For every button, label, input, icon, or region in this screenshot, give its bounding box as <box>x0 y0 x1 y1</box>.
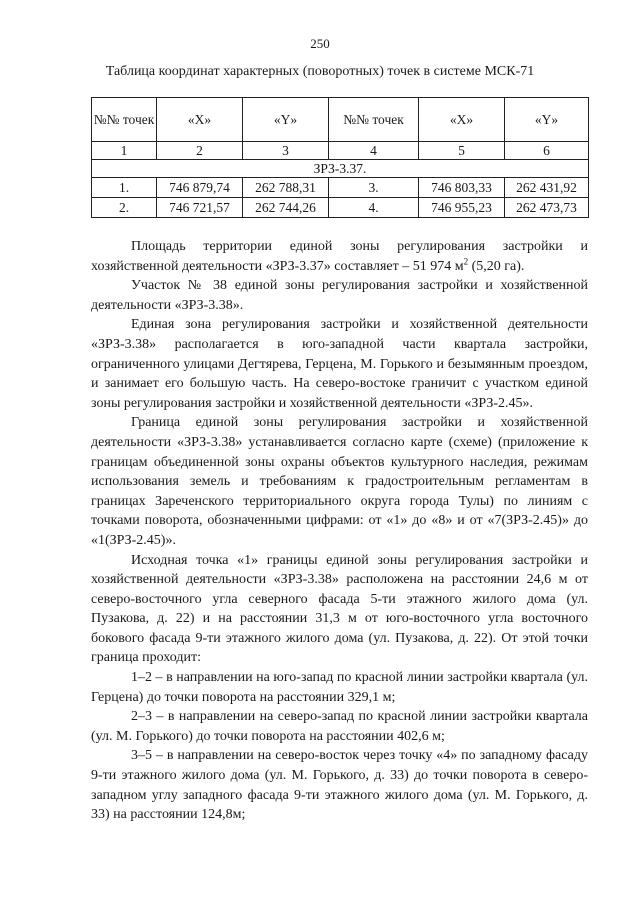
zone-row <box>92 160 589 178</box>
header-x: «X» <box>419 98 505 142</box>
column-numbers-row <box>92 142 589 160</box>
table-cell: 262 744,26 <box>243 198 329 218</box>
table-cell: 262 788,31 <box>243 178 329 198</box>
header-y: «Y» <box>505 98 589 142</box>
table-cell: 262 473,73 <box>505 198 589 218</box>
table-cell: 1. <box>92 178 157 198</box>
paragraph: 1–2 – в направлении на юго-запад по красной линии застройки квартала (ул. Герцена) до точки поворота на расстоянии 329,1 м; <box>91 670 588 705</box>
area-text-end: (5,20 га). <box>468 258 525 274</box>
table-row <box>92 178 589 198</box>
paragraph: Участок № 38 единой зоны регулирования застройки и хозяйственной деятельности «ЗРЗ-3.38». <box>91 278 588 313</box>
paragraph: Единая зона регулирования застройки и хозяйственной деятельности «ЗРЗ-3.38» располагается в юго-западной части квартала застройки, ограниченного улицами Дегтярева, Герцена, М. Горького и безымянным проездом, и занимает его большую часть. На северо-востоке граничит с участком единой зоны регулирования застройки и хозяйственной деятельности «ЗРЗ-2.45». <box>91 317 588 411</box>
table-cell: 746 721,57 <box>157 198 243 218</box>
paragraph: 2–3 – в направлении на северо-запад по красной линии застройки квартала (ул. М. Горького) до точки поворота на расстоянии 402,6 м; <box>91 709 588 744</box>
table-cell: 3. <box>329 178 419 198</box>
table-cell: 262 431,92 <box>505 178 589 198</box>
page-number: 250 <box>310 36 330 51</box>
paragraph: Исходная точка «1» границы единой зоны регулирования застройки и хозяйственной деятельности «ЗРЗ-3.38» расположена на расстоянии 24,6 м от северо-восточного угла северного фасада 5-ти этажного жилого дома (ул. Пузакова, д. 22) и на расстоянии 31,3 м от юго-восточного угла восточного бокового фасада 9-ти этажного жилого дома (ул. Пузакова, д. 22). От этой точки граница проходит: <box>91 552 588 666</box>
table-row <box>92 198 589 218</box>
table-cell: 746 879,74 <box>157 178 243 198</box>
table-header-row <box>92 98 589 142</box>
coordinates-table <box>91 97 589 218</box>
paragraph: 3–5 – в направлении на северо-восток через точку «4» по западному фасаду 9-ти этажного жилого дома (ул. М. Горького, д. 33) до точки поворота в северо-западном углу западного фасада 9-ти этажного жилого дома (ул. М. Горького, д. 33) на расстоянии 124,8м; <box>91 748 588 823</box>
column-number: 5 <box>419 142 505 160</box>
column-number: 6 <box>505 142 589 160</box>
table-title: Таблица координат характерных (поворотных) точек в системе МСК-71 <box>105 64 535 79</box>
zone-label: ЗРЗ-3.37. <box>92 160 589 178</box>
header-point-number: №№ точек <box>329 98 419 142</box>
paragraph: Граница единой зоны регулирования застройки и хозяйственной деятельности «ЗРЗ-3.38» устанавливается согласно карте (схеме) (приложение к границам объединенной зоны охраны объектов культурного наследия, режимам использования земель и требованиям к градостроительным регламентам в границах Зареченского территориального округа города Тулы) по линиям с точками поворота, обозначенными цифрами: от «1» до «8» и от «7(ЗРЗ-2.45)» до «1(ЗРЗ-2.45)». <box>91 415 588 548</box>
table-cell: 746 955,23 <box>419 198 505 218</box>
header-x: «X» <box>157 98 243 142</box>
column-number: 2 <box>157 142 243 160</box>
area-paragraph <box>91 237 588 276</box>
column-number: 1 <box>92 142 157 160</box>
table-cell: 4. <box>329 198 419 218</box>
column-number: 3 <box>243 142 329 160</box>
table-cell: 2. <box>92 198 157 218</box>
body-text <box>91 237 588 825</box>
header-y: «Y» <box>243 98 329 142</box>
area-superscript: 2 <box>463 255 469 266</box>
area-text: Площадь территории единой зоны регулирования застройки и хозяйственной деятельности «ЗРЗ-3.37» составляет – 51 974 м <box>91 239 588 274</box>
header-point-number: №№ точек <box>92 98 157 142</box>
table-cell: 746 803,33 <box>419 178 505 198</box>
column-number: 4 <box>329 142 419 160</box>
